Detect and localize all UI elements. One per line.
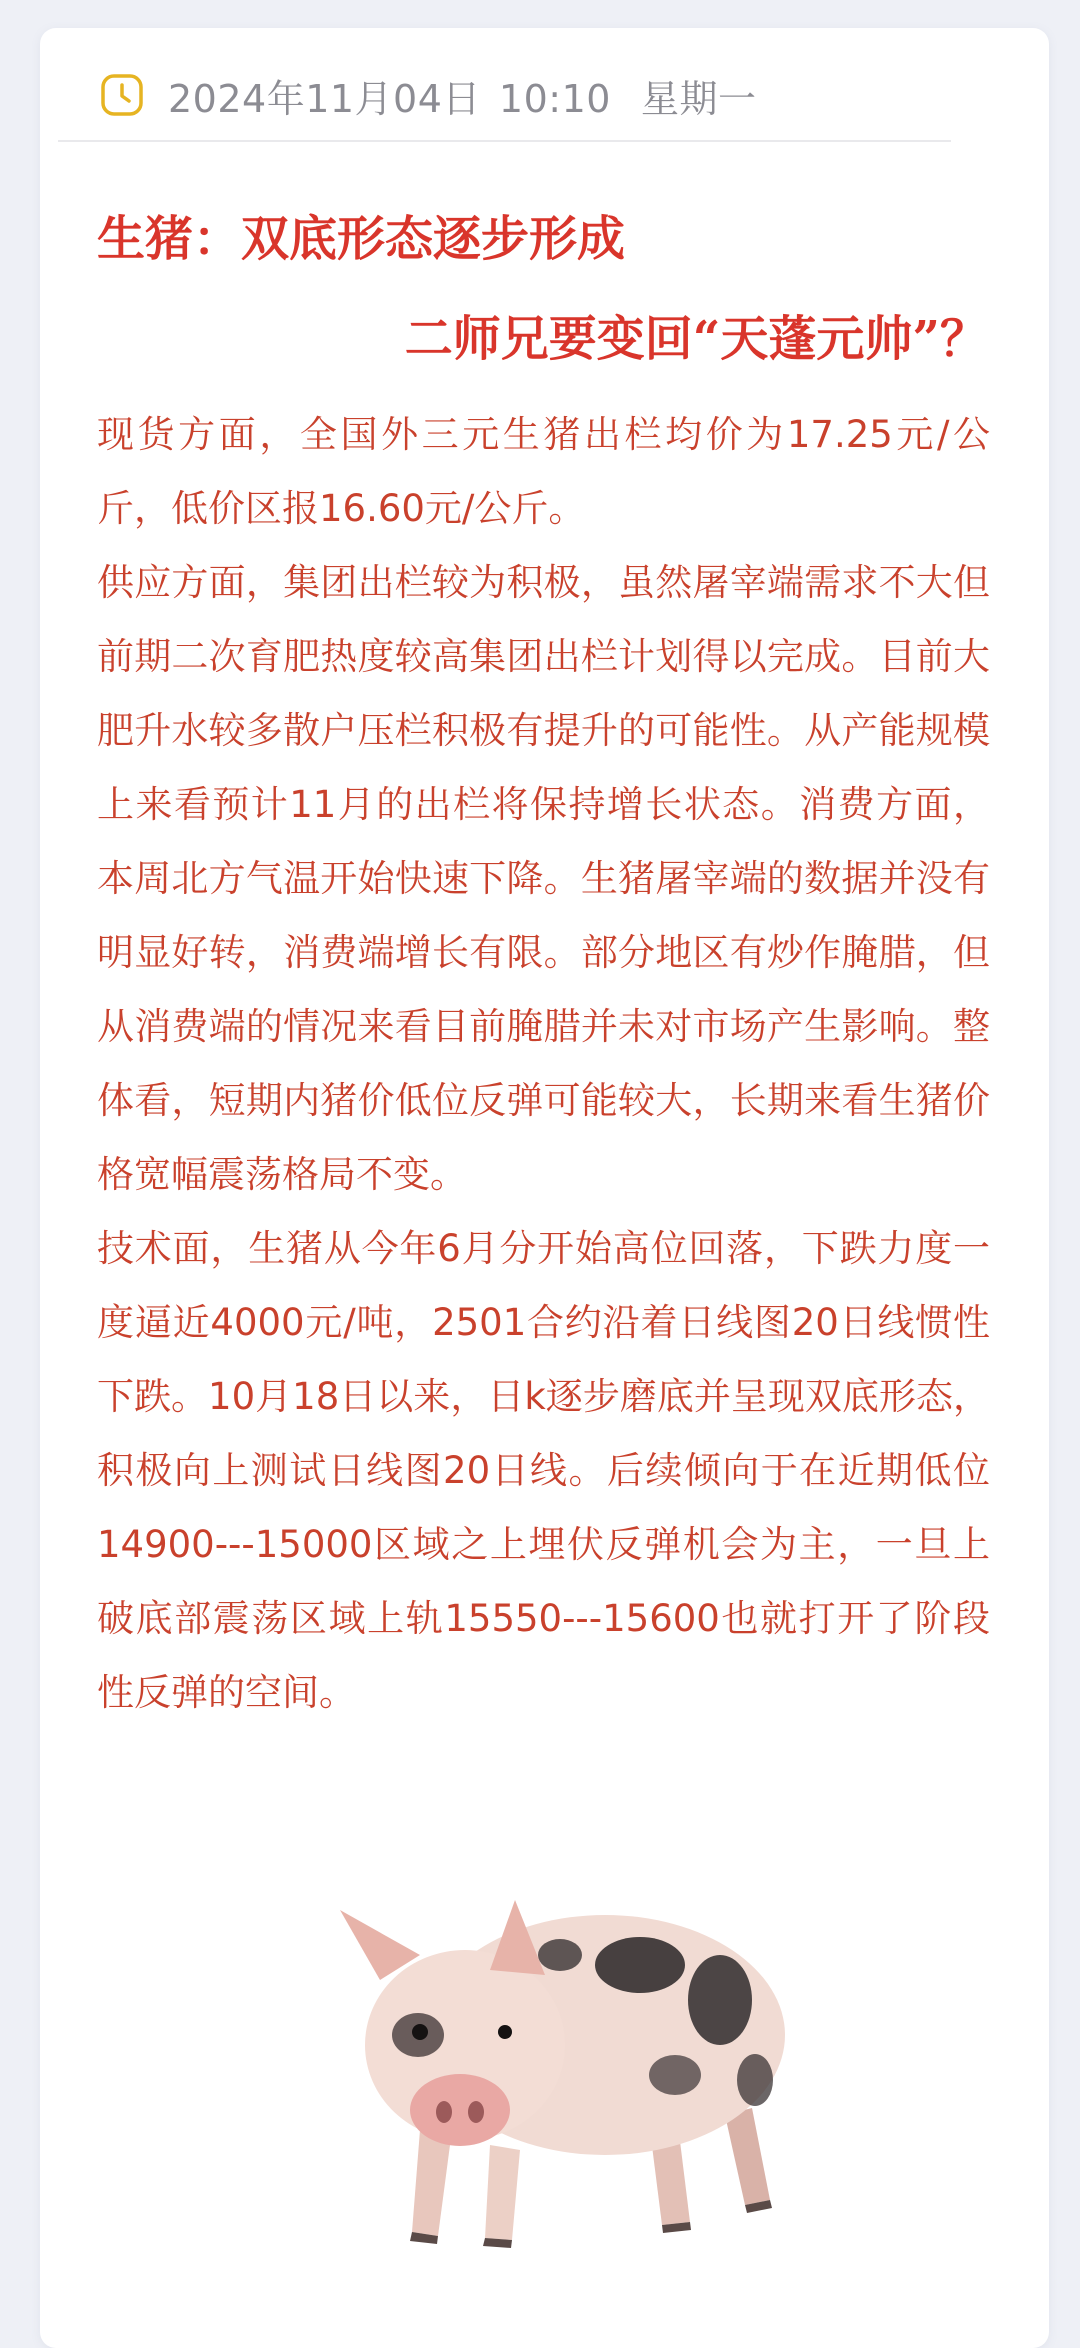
paragraph-spot: 现货方面，全国外三元生猪出栏均价为17.25元/公斤，低价区报16.60元/公斤。 bbox=[97, 413, 990, 530]
article-title: 生猪：双底形态逐步形成 bbox=[97, 211, 626, 267]
clock-icon bbox=[100, 73, 144, 117]
article-meta bbox=[58, 50, 951, 142]
paragraph-technical: 技术面，生猪从今年6月分开始高位回落，下跌力度一度逼近4000元/吨，2501合约沿着日线图20日线惯性下跌。10月18日以来，日k逐步磨底并呈现双底形态，积极向上测试日线图20日线。后续倾向于在近期低位14900---15000区域之上埋伏反弹机会为主，一旦上破底部震荡区域上轨15550---15600也就打开了阶段性反弹的空间。 bbox=[97, 1227, 990, 1714]
publish-time: 10:10 bbox=[498, 76, 611, 121]
publish-datetime bbox=[168, 68, 756, 123]
article-subtitle: 二师兄要变回“天蓬元帅”？ bbox=[404, 311, 988, 367]
publish-date: 2024年11月04日 bbox=[168, 76, 481, 121]
publish-weekday: 星期一 bbox=[640, 76, 757, 121]
article-body bbox=[97, 398, 990, 1730]
pig-photo bbox=[300, 1860, 800, 2260]
paragraph-supply: 供应方面，集团出栏较为积极，虽然屠宰端需求不大但前期二次育肥热度较高集团出栏计划得以完成。目前大肥升水较多散户压栏积极有提升的可能性。从产能规模上来看预计11月的出栏将保持增长状态。消费方面，本周北方气温开始快速下降。生猪屠宰端的数据并没有明显好转，消费端增长有限。部分地区有炒作腌腊，但从消费端的情况来看目前腌腊并未对市场产生影响。整体看，短期内猪价低位反弹可能较大，长期来看生猪价格宽幅震荡格局不变。 bbox=[97, 561, 990, 1196]
